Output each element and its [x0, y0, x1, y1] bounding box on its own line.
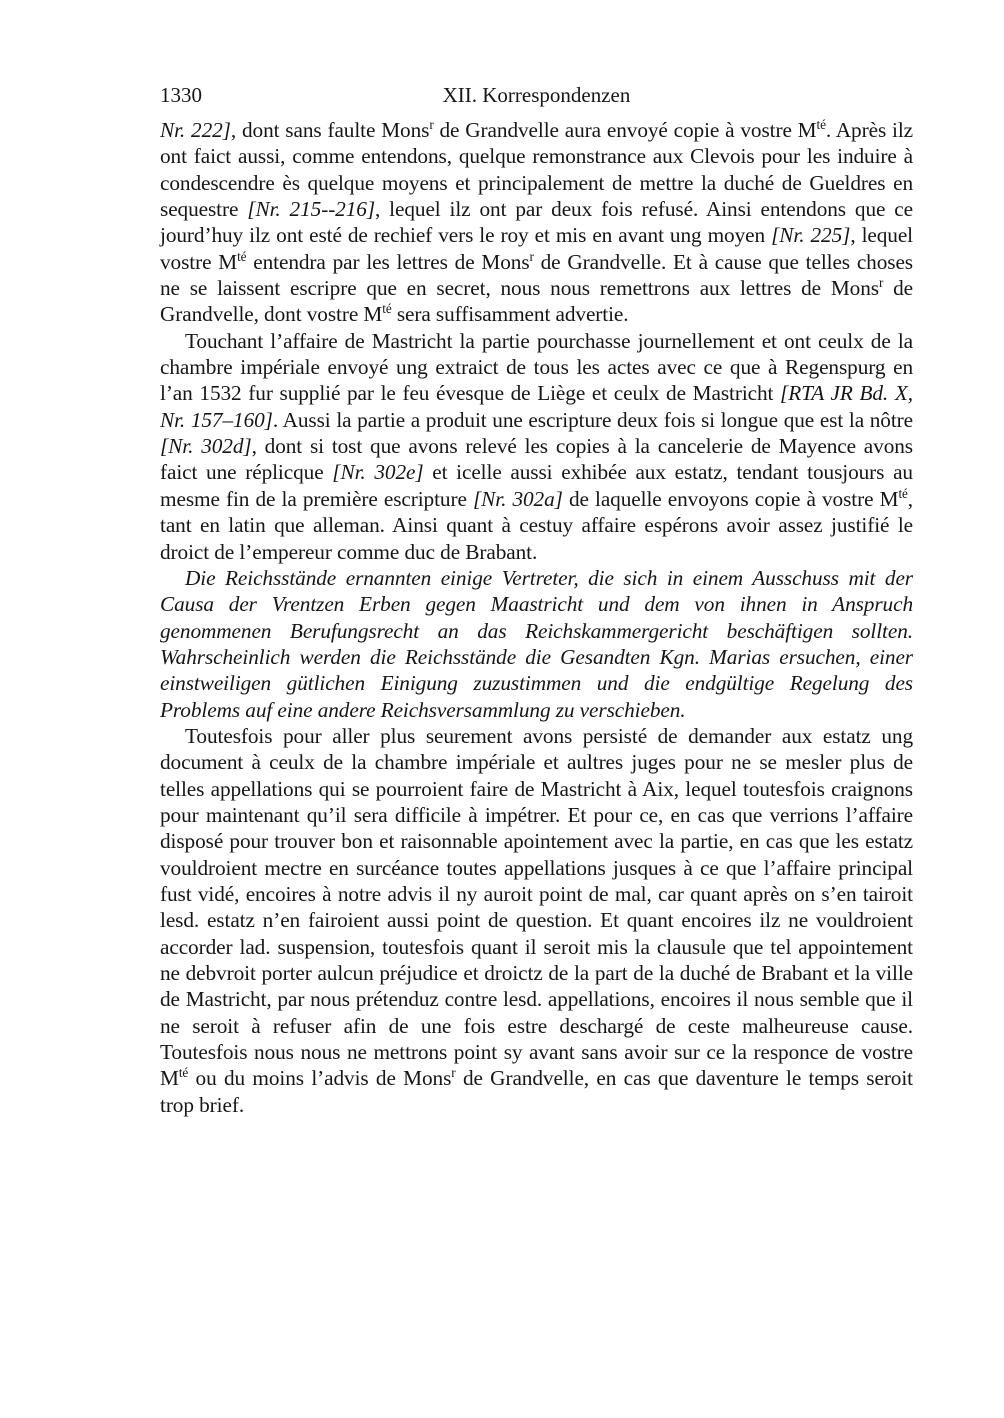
text-segment: Touchant l’affaire de Mastricht la partie pourchasse journellement et ont ceulx de la chambre impériale envoyé ung extraict de tous les actes avec ce que à Regenspurg en l’an 1532 fur supplié par le feu évesque de Liège et ceulx de Mastricht: [160, 328, 913, 406]
superscript-abbreviation: r: [529, 248, 534, 264]
superscript-abbreviation: r: [429, 116, 434, 132]
italic-segment: [Nr. 302a]: [472, 486, 563, 511]
paragraph-mastricht: [160, 328, 913, 565]
italic-segment: [RTA JR Bd. X, Nr. 157–160]: [160, 381, 913, 432]
italic-segment: [Nr. 302d]: [160, 434, 252, 459]
text-segment: , dont si tost que avons relevé les copies à la cancelerie de Mayence avons faict une réplicque: [160, 434, 913, 485]
text-segment: de Grandvelle, en cas que daventure le temps seroit trop brief.: [160, 1066, 913, 1117]
text-segment: ou du moins l’advis de Mons: [188, 1066, 452, 1091]
text-segment: . Après ilz ont faict aussi, comme entendons, quelque remonstrance aux Clevois pour les induire à condescendre ès quelque moyens et principalement de mettre la duché de Gueldres en sequestre: [160, 118, 913, 222]
superscript-abbreviation: té: [237, 248, 247, 264]
superscript-abbreviation: r: [451, 1065, 456, 1081]
italic-segment: [Nr. 225]: [771, 223, 851, 248]
superscript-abbreviation: té: [178, 1065, 189, 1081]
text-segment: Toutesfois pour aller plus seurement avons persisté de demander aux estatz ung document à ceulx de la chambre impériale et aultres juges pour ne se mesler plus de telles appellations qui se pourroient faire de Mastricht à Aix, lequel toutesfois craignons pour maintenant qu’il sera difficile à impétrer. Et pour ce, en cas que verrions l’affaire disposé pour trouver bon et raisonnable apointement avec la partie, en cas que les estatz vouldroient mectre en surcéance toutes appellations jusques à ce que l’affaire principal fust vidé, encoires à notre advis il ny auroit point de mal, car quant après on s’en tairoit lesd. estatz n’en fairoient aussi point de question. Et quant encoires ilz ne vouldroient accorder lad. suspension, toutesfois quant il seroit mis la clausule que tel appointement ne debvroit porter aulcun préjudice et droictz de la part de la duché de Brabant et la ville de Mastricht, par nous prétenduz contre lesd. appellations, encoires il nous semble que il ne seroit à refuser afin de une fois estre deschargé de ceste malheureuse cause. Toutesfois nous nous ne mettrons point sy avant sans avoir sur ce la responce de vostre M: [160, 723, 913, 1091]
paragraph-editorial-german: [160, 565, 913, 723]
text-segment: sera suffisamment advertie.: [391, 302, 629, 327]
superscript-abbreviation: té: [382, 301, 392, 317]
running-title: XII. Korrespondenzen: [442, 83, 631, 107]
text-segment: . Aussi la partie a produit une escripture deux fois si longue que est la nôtre: [272, 407, 913, 432]
italic-segment: [Nr. 302e]: [332, 460, 424, 485]
text-segment: de Grandvelle. Et à cause que telles choses ne se laissent escripre que en secret, nous nous remettrons aux lettres de Mons: [160, 249, 913, 301]
text-segment: , dont sans faulte Mons: [230, 118, 430, 142]
paragraph-toutesfois: [160, 723, 913, 1118]
text-segment: de Grandvelle aura envoyé copie à vostre M: [433, 118, 817, 142]
text-segment: entendra par les lettres de Mons: [246, 249, 530, 274]
text-block: [160, 117, 913, 1118]
superscript-abbreviation: té: [816, 116, 826, 132]
italic-segment: Die Reichsstände ernannten einige Vertreter, die sich in einem Ausschuss mit der Causa der Vrentzen Erben gegen Maastricht und dem von ihnen in Anspruch genommenen Berufungsrecht an das Reichskammergericht beschäftigen sollten. Wahrscheinlich werden die Reichsstände die Gesandten Kgn. Marias ersuchen, einer einstweiligen gütlichen Einigung zuzustimmen und die endgültige Regelung des Problems auf eine andere Reichsversammlung zu verschieben.: [160, 565, 913, 722]
paragraph-continuation: [160, 117, 913, 328]
italic-segment: [Nr. 215--216]: [247, 197, 376, 222]
text-segment: de Grandvelle, dont vostre M: [160, 276, 913, 327]
page-number: 1330: [160, 83, 202, 107]
page-header: [160, 82, 913, 108]
italic-segment: Nr. 222]: [160, 118, 231, 142]
text-segment: de laquelle envoyons copie à vostre M: [562, 486, 899, 511]
text-segment: , lequel vostre M: [160, 223, 914, 274]
text-segment: , tant en latin que alleman. Ainsi quant à cestuy affaire espérons avoir assez justifié le droict de l’empereur comme duc de Brabant.: [160, 486, 913, 564]
text-segment: et icelle aussi exhibée aux estatz, tendant tousjours au mesme fin de la première escripture: [160, 460, 913, 511]
superscript-abbreviation: té: [898, 485, 908, 501]
superscript-abbreviation: r: [878, 274, 884, 290]
text-segment: , lequel ilz ont par deux fois refusé. Ainsi entendons que ce jourd’huy ilz ont esté de rechief vers le roy et mis en avant ung moyen: [160, 197, 914, 248]
